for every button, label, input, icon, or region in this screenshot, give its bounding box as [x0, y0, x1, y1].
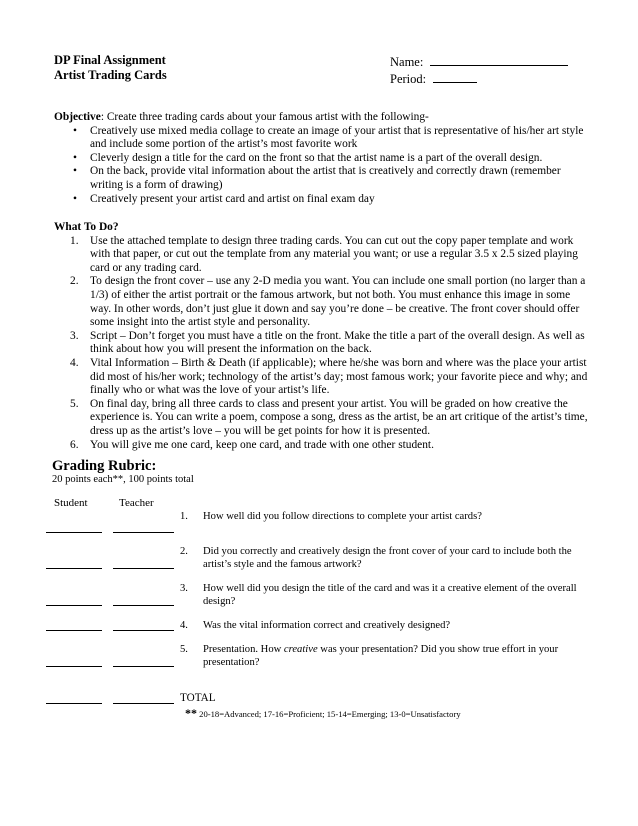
period-blank[interactable] — [433, 70, 477, 83]
list-item: • On the back, provide vital information about the artist that is creatively and correctly drawn (remember writing is a form of drawing) — [54, 165, 594, 192]
list-item: • Cleverly design a title for the card on the front so that the artist name is a part of the overall design. — [54, 152, 594, 166]
step-number: 4. — [70, 356, 79, 369]
criterion-number: 1. — [180, 511, 188, 522]
criterion-number: 4. — [180, 620, 188, 631]
list-item: • Creatively use mixed media collage to create an image of your artist that is representative of his/her art style and include some portion of the artist’s most favorite work — [54, 125, 594, 152]
list-item: • Creatively present your artist card and artist on final exam day — [54, 193, 594, 207]
criterion-text-part: Did you correctly and creatively design the front cover of your card to include both the artist’s style and the famous artwork? — [203, 546, 572, 570]
steps-list — [54, 235, 594, 453]
objective-label: Objective — [54, 111, 101, 123]
assignment-subtitle: Artist Trading Cards — [54, 68, 167, 82]
criterion-text — [203, 643, 578, 669]
list-item — [54, 275, 594, 329]
total-label: TOTAL — [180, 692, 216, 704]
criterion-text — [203, 582, 578, 608]
criterion-emphasis: creative — [283, 644, 318, 655]
step-number: 5. — [70, 397, 79, 410]
teacher-total-blank[interactable] — [113, 703, 174, 704]
objective-intro — [54, 111, 594, 125]
criterion-text — [203, 545, 578, 571]
step-text: Script – Don’t forget you must have a title on the front. Make the title a part of the overall design. As well as think about how you will present the information on the back. — [90, 329, 585, 356]
student-column-header: Student — [54, 497, 88, 509]
criterion-text — [203, 619, 578, 632]
step-text: You will give me one card, keep one card, and trade with one other student. — [90, 438, 434, 451]
criterion-text-part: was your presentation? Did you show true effort in your presentation? — [203, 644, 559, 668]
header-titles — [54, 53, 167, 83]
criterion-text-part: How well did you design the title of the card and was it a creative element of the overall design? — [203, 583, 577, 607]
objective-intro-text: : Create three trading cards about your famous artist with the following- — [100, 111, 429, 123]
rubric-title: Grading Rubric: — [52, 458, 157, 474]
step-text: On final day, bring all three cards to class and present your artist. You will be graded on how creative the experience is. You can write a poem, compose a song, dress as the artist, be an art critique of the artist’s time, dress up as the artist’s love – you will be get points for how it is presented. — [90, 397, 588, 437]
teacher-score-blank-5[interactable] — [113, 666, 174, 667]
teacher-score-blank-2[interactable] — [113, 568, 174, 569]
student-score-blank-2[interactable] — [46, 568, 102, 569]
teacher-column-header: Teacher — [119, 497, 154, 509]
name-blank[interactable] — [430, 53, 568, 66]
list-item — [54, 357, 594, 398]
list-item — [54, 439, 594, 453]
step-number: 2. — [70, 275, 79, 288]
criterion-text-part: Was the vital information correct and creatively designed? — [203, 620, 451, 631]
teacher-score-blank-3[interactable] — [113, 605, 174, 606]
objective-section — [54, 111, 594, 206]
objective-bullets — [54, 125, 594, 207]
period-row — [390, 70, 568, 87]
criterion-number: 2. — [180, 546, 188, 557]
step-text: Use the attached template to design three trading cards. You can cut out the copy paper template and work with that paper, or cut out the template from any material you want; or use a regular 3.5 x 2.5 sized playing card or any trading card. — [90, 234, 578, 274]
assignment-title: DP Final Assignment — [54, 53, 166, 67]
criterion-text — [203, 510, 578, 523]
name-row — [390, 53, 568, 70]
teacher-score-blank-1[interactable] — [113, 532, 174, 533]
rubric-subtitle: 20 points each**, 100 points total — [52, 474, 194, 485]
step-text: Vital Information – Birth & Death (if applicable); where he/she was born and where was the place your artist did most of his/her work; technology of the artist’s day; most famous work; your favorite piece and why; and finally who or what was the love of your artist’s life. — [90, 356, 588, 397]
step-number: 1. — [70, 234, 79, 247]
note-asterisks: ** — [185, 706, 197, 720]
student-total-blank[interactable] — [46, 703, 102, 704]
criterion-text-part: How well did you follow directions to complete your artist cards? — [203, 511, 482, 522]
student-info — [390, 53, 568, 87]
student-score-blank-4[interactable] — [46, 630, 102, 631]
step-number: 3. — [70, 329, 79, 342]
list-item — [54, 235, 594, 276]
grading-scale-note — [185, 706, 461, 721]
step-number: 6. — [70, 438, 79, 451]
note-text: 20-18=Advanced; 17-16=Proficient; 15-14=Emerging; 13-0=Unsatisfactory — [197, 709, 461, 719]
criterion-text-part: Presentation. How — [203, 644, 284, 655]
period-label: Period: — [390, 72, 427, 86]
list-item — [54, 398, 594, 439]
what-to-do-section — [54, 221, 594, 452]
student-score-blank-5[interactable] — [46, 666, 102, 667]
student-score-blank-1[interactable] — [46, 532, 102, 533]
teacher-score-blank-4[interactable] — [113, 630, 174, 631]
criterion-number: 5. — [180, 644, 188, 655]
name-label: Name: — [390, 55, 424, 69]
step-text: To design the front cover – use any 2-D media you want. You can include one small portion (no larger than a 1/3) of either the artist portrait or the famous artwork, but not both. You must enhance this image in some way. In other words, don’t just glue it down and say you’re done – be creative. The front cover should offer some insight into the artist style and personality. — [90, 275, 586, 329]
list-item — [54, 330, 594, 357]
what-to-do-heading: What To Do? — [54, 221, 119, 233]
criterion-number: 3. — [180, 583, 188, 594]
student-score-blank-3[interactable] — [46, 605, 102, 606]
